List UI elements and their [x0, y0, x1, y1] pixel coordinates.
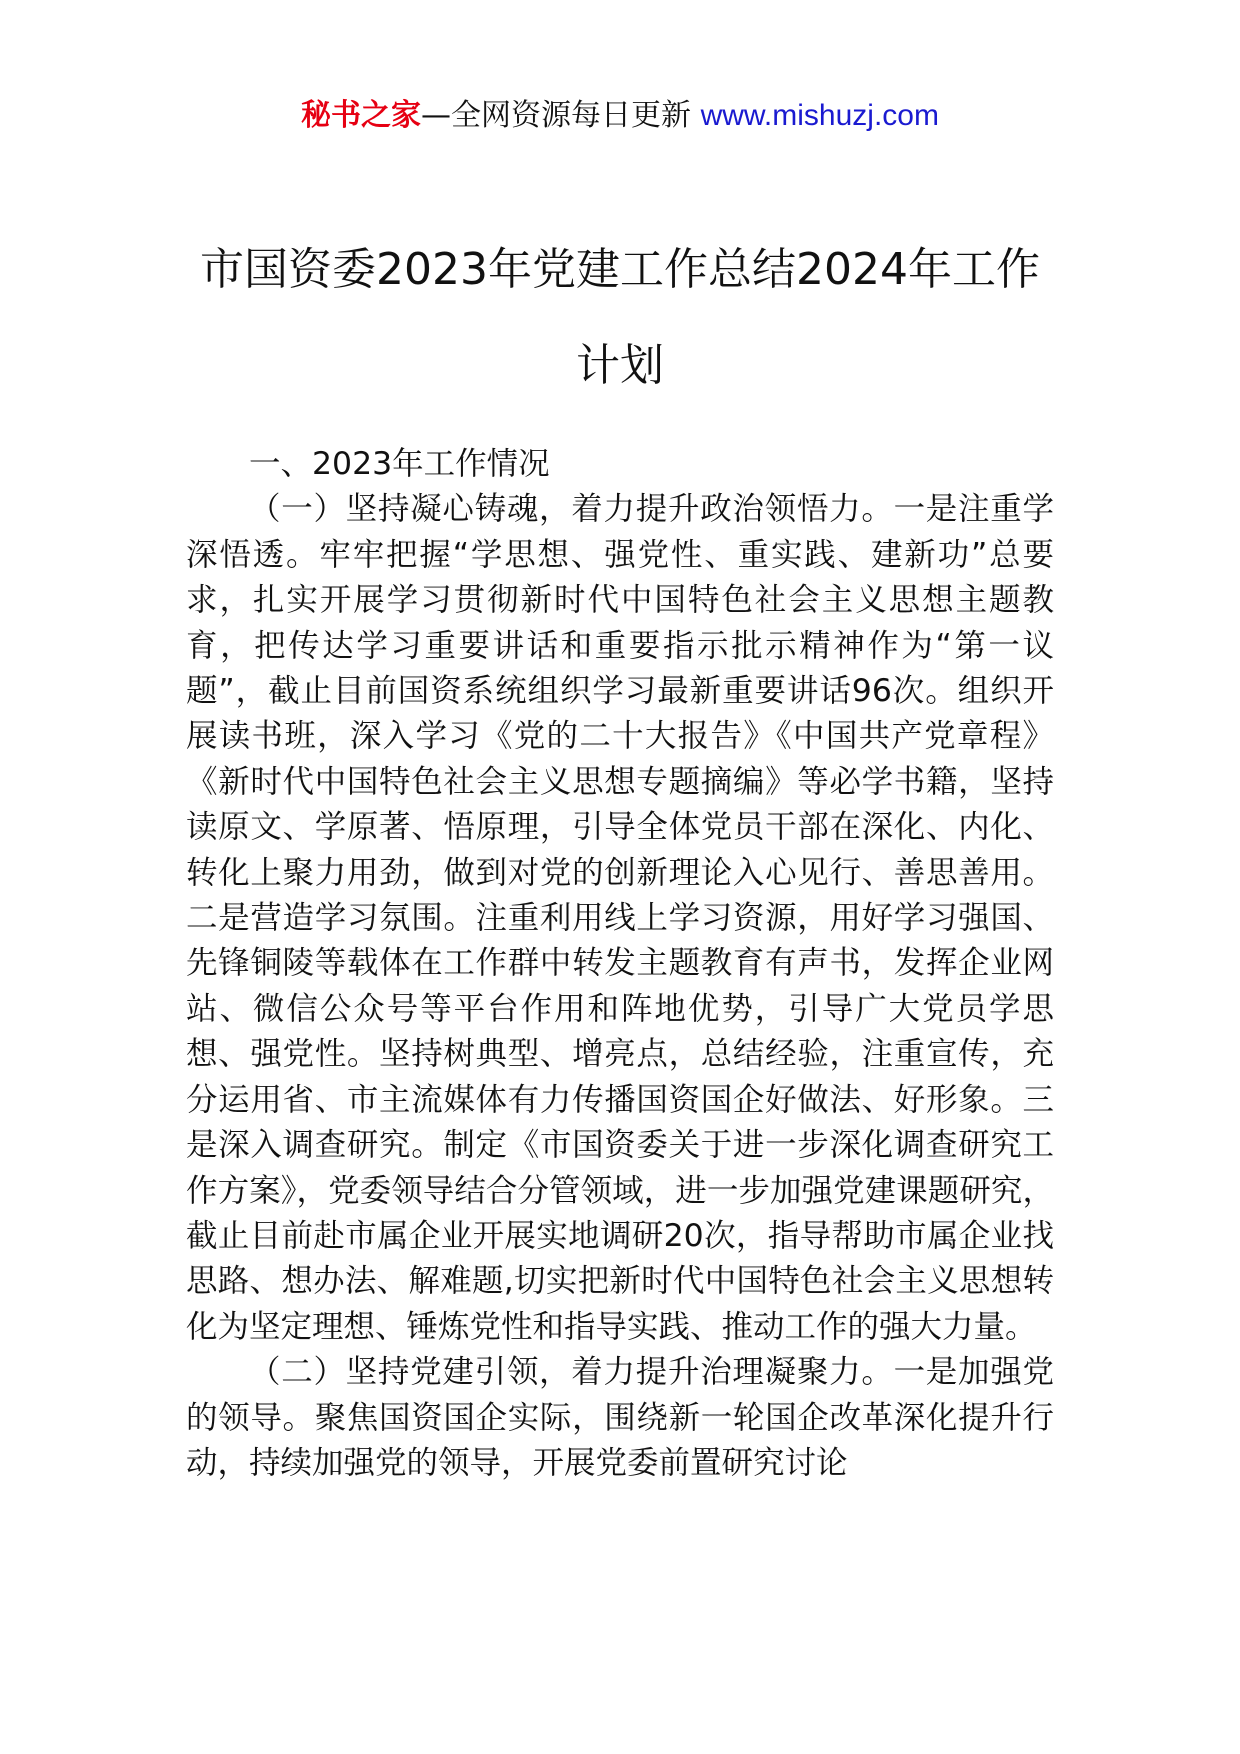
body-paragraph: （二）坚持党建引领，着力提升治理凝聚力。一是加强党的领导。聚焦国资国企实际，围绕新一轮国企改革深化提升行动，持续加强党的领导，开展党委前置研究讨论: [186, 1354, 1054, 1481]
body-paragraph: （一）坚持凝心铸魂，着力提升政治领悟力。一是注重学深悟透。牢牢把握“学思想、强党性、重实践、建新功”总要求，扎实开展学习贯彻新时代中国特色社会主义思想主题教育，把传达学习重要讲话和重要指示批示精神作为“第一议题”，截止目前国资系统组织学习最新重要讲话96次。组织开展读书班，深入学习《党的二十大报告》《中国共产党章程》《新时代中国特色社会主义思想专题摘编》等必学书籍，坚持读原文、学原著、悟原理，引导全体党员干部在深化、内化、转化上聚力用劲，做到对党的创新理论入心见行、善思善用。二是营造学习氛围。注重利用线上学习资源，用好学习强国、先锋铜陵等载体在工作群中转发主题教育有声书，发挥企业网站、微信公众号等平台作用和阵地优势，引导广大党员学思想、强党性。坚持树典型、增亮点，总结经验，注重宣传，充分运用省、市主流媒体有力传播国资国企好做法、好形象。三是深入调查研究。制定《市国资委关于进一步深化调查研究工作方案》，党委领导结合分管领域，进一步加强党建课题研究，截止目前赴市属企业开展实地调研20次，指导帮助市属企业找思路、想办法、解难题,切实把新时代中国特色社会主义思想转化为坚定理想、锤炼党性和指导实践、推动工作的强大力量。: [186, 491, 1054, 1345]
brand-name: 秘书之家: [301, 98, 422, 133]
site-header: [0, 96, 1240, 136]
site-url-link[interactable]: www.mishuzj.com: [700, 99, 939, 132]
section-heading: 一、2023年工作情况: [249, 446, 550, 482]
header-tagline: —全网资源每日更新: [421, 98, 692, 133]
document-body: [186, 442, 1054, 1486]
document-title: 市国资委2023年党建工作总结2024年工作计划: [200, 244, 1040, 391]
